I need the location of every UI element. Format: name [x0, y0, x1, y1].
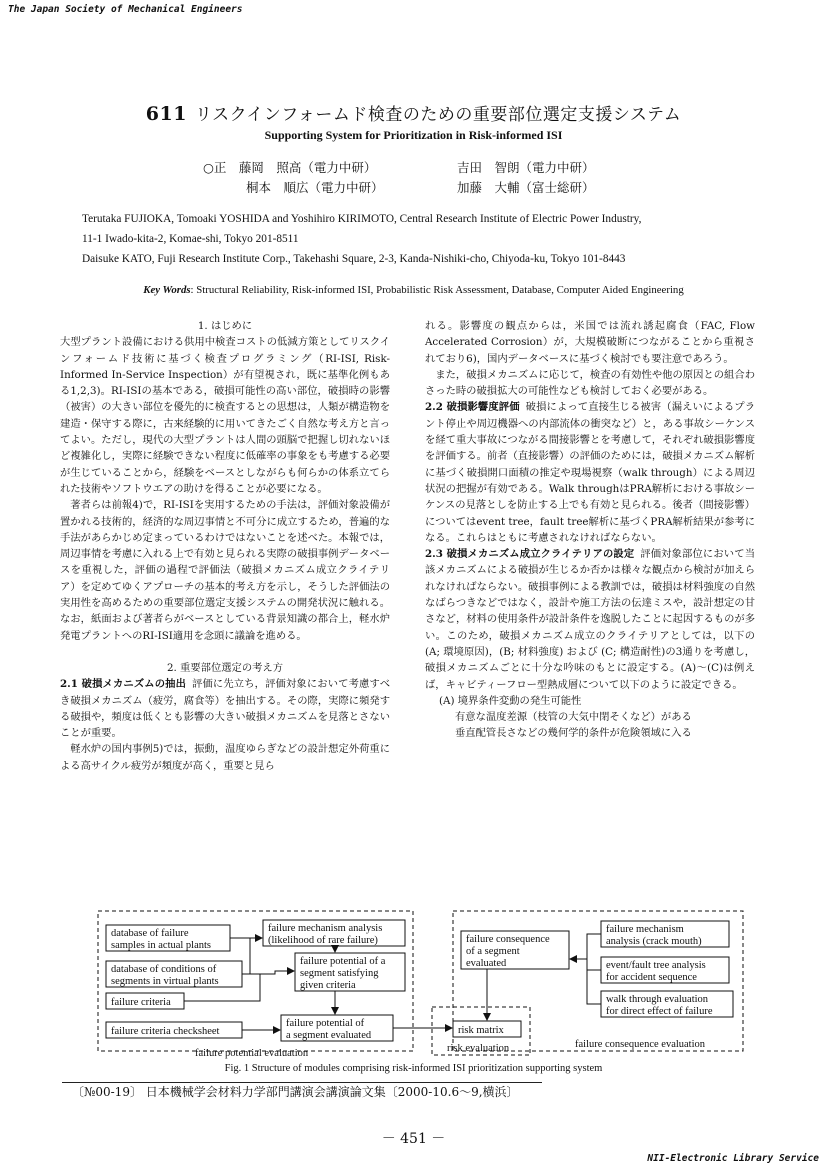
proceedings-citation: 〔№00-19〕 日本機械学会材料力学部門講演会講演論文集〔2000-10.6～9,横浜〕: [72, 1085, 519, 1099]
svg-text:risk matrix: risk matrix: [458, 1025, 504, 1036]
svg-text:failure criteria checksheet: failure criteria checksheet: [111, 1026, 220, 1037]
svg-text:failure potential of: failure potential of: [286, 1018, 365, 1029]
title-english: Supporting System for Prioritization in Risk-informed ISI: [264, 128, 563, 142]
paper-number: 611: [145, 103, 187, 125]
svg-text:database of conditions of: database of conditions of: [111, 964, 217, 975]
svg-text:of a segment: of a segment: [466, 946, 520, 957]
section-2-1-paragraph-2: 軽水炉の国内事例5)では，振動，温度ゆらぎなどの設計想定外荷重による高サイクル疲労が頻度が高く，重要と見ら: [60, 743, 390, 772]
svg-text:samples in actual plants: samples in actual plants: [111, 940, 212, 951]
author-1: ○正 藤岡 照高（電力中研）: [203, 160, 377, 175]
box-criteria-checksheet: [106, 1022, 242, 1038]
figure-1-diagram: [95, 909, 745, 1061]
section-1-heading: 1. はじめに: [197, 320, 253, 332]
affiliation-line-1: Terutaka FUJIOKA, Tomoaki YOSHIDA and Yoshihiro KIRIMOTO, Central Research Institute of Electric Power Industry,: [82, 213, 642, 225]
keywords-label: Key Words: [143, 284, 191, 296]
svg-text:a segment evaluated: a segment evaluated: [286, 1030, 372, 1041]
box-failure-consequence: [461, 931, 569, 969]
library-footer: NII-Electronic Library Service: [647, 1153, 819, 1164]
criteria-item-a: (A) 境界条件変動の発生可能性: [439, 694, 582, 707]
svg-text:for direct effect of failure: for direct effect of failure: [606, 1006, 713, 1017]
criteria-item-a-1: 有意な温度差源（枝管の大気中閉そくなど）がある: [455, 711, 692, 724]
section-2-3-heading: 2.3 破損メカニズム成立クライテリアの設定: [425, 548, 635, 561]
label-risk-evaluation: risk evaluation: [447, 1043, 510, 1054]
label-failure-consequence-evaluation: failure consequence evaluation: [575, 1039, 706, 1050]
box-crack-mouth-analysis: [601, 921, 729, 947]
section-2-1-heading: 2.1 破損メカニズムの抽出: [60, 678, 187, 691]
svg-text:failure mechanism: failure mechanism: [606, 924, 684, 935]
right-column: [425, 318, 755, 742]
box-db-segment-conditions: [106, 961, 242, 987]
section-2-2-text: 破損によって直接生じる被害（漏えいによるプラント停止や周辺機器への内部流体の衝突など）と，ある事故シーケンスを経て重大事故につながる間接影響とを考慮して，それぞれ破損影響度を評価する。前者（直接影響）の評価のためには，破損メカニズム解析に基づく破損開口面積の推定や現場視察（walk through）による周辺状況の把握が有効である。Walk throughはPRA解析における事故シーケンスの見落としを防止する上でも有効と見られる。後者（間接影響）についてはevent tree，fault tree解析に基づくPRA解析結果が参考になる。これらはともに考慮されなければならない。: [425, 401, 756, 544]
section-2-3-paragraph: [425, 546, 755, 693]
author-4: 加藤 大輔（富士総研）: [457, 180, 595, 195]
svg-text:given criteria: given criteria: [300, 980, 356, 991]
keywords: [0, 284, 827, 296]
section-2-heading: 2. 重要部位選定の考え方: [166, 661, 284, 674]
box-failure-potential-evaluated: [281, 1015, 393, 1041]
label-failure-potential-evaluation: failure potential evaluation: [195, 1048, 309, 1059]
box-failure-mechanism-analysis: [263, 920, 405, 946]
section-2-2-heading: 2.2 破損影響度評価: [425, 401, 520, 414]
svg-text:evaluated: evaluated: [466, 958, 507, 969]
title-japanese: リスクインフォームド検査のための重要部位選定支援システム: [194, 105, 682, 125]
box-risk-matrix: [453, 1021, 521, 1037]
svg-text:failure mechanism analysis: failure mechanism analysis: [268, 923, 383, 934]
box-event-fault-tree: [601, 957, 729, 983]
svg-text:walk through evaluation: walk through evaluation: [606, 994, 709, 1005]
left-column: [60, 318, 390, 774]
paper-title: [0, 100, 827, 125]
section-1-paragraph-1: 大型プラント設備における供用中検査コストの低減方策としてリスクインフォームド技術に基づく検査プログラミング（RI-ISI, Risk-Informed In-Service Inspection）が有望視され，既に基準化例もある1,2,3)。RI-ISIの基本である，破損可能性の高い部位，破損時の影響（被害）の大きい部位を優先的に検査するとの思想は，人類が構造物を建造・保守する際に，古来経験的に用いてきたごく自然な考え方と言ってよい。ただし，現代の大型プラントは人間の頭脳で把握し切れないほど複雑化し，実際に経験できない程度に低確率の事象をも考慮する必要が生じていることから，経験をベースとしながらも何らかの体系立てられた技術やソフトウエアの助けを得ることが必要になる。: [60, 336, 390, 495]
society-header: The Japan Society of Mechanical Engineers: [8, 4, 243, 15]
box-failure-potential-criteria: [295, 953, 405, 991]
keywords-text: : Structural Reliability, Risk-informed ISI, Probabilistic Risk Assessment, Database, Computer Aided Engineering: [190, 284, 684, 296]
figure-1-caption: Fig. 1 Structure of modules comprising risk-informed ISI prioritization supporting system: [224, 1063, 603, 1074]
svg-text:(likelihood of rare failure): (likelihood of rare failure): [268, 935, 378, 946]
section-2-2-paragraph: [425, 399, 755, 546]
right-paragraph-1: れる。影響度の観点からは，米国では流れ誘起腐食（FAC, Flow Accelerated Corrosion）が，大規模破断につながることから重視されており6)，国内データベースに基づく検討でも要注意であろう。: [425, 320, 755, 365]
affiliation-line-3: Daisuke KATO, Fuji Research Institute Corp., Takehashi Square, 2-3, Kanda-Nishiki-cho, Chiyoda-ku, Tokyo 101-8443: [82, 253, 626, 265]
author-3: 桐本 順広（電力中研）: [246, 180, 384, 195]
link-right-merge: [587, 934, 601, 1004]
page-number: － 451 －: [381, 1131, 446, 1147]
svg-text:analysis (crack mouth): analysis (crack mouth): [606, 936, 702, 947]
svg-text:failure potential of a: failure potential of a: [300, 956, 386, 967]
criteria-item-a-2: 垂直配管長さなどの幾何学的条件が危険領域に入る: [455, 727, 692, 740]
box-failure-criteria: [106, 993, 184, 1009]
svg-text:event/fault tree analysis: event/fault tree analysis: [606, 960, 706, 971]
svg-text:failure consequence: failure consequence: [466, 934, 550, 945]
box-db-failure-samples: [106, 925, 230, 951]
right-paragraph-2: また，破損メカニズムに応じて，検査の有効性や他の原因との組合わさった時の破損拡大の可能性なども検討しておく必要がある。: [425, 368, 755, 398]
section-2-3-text: 評価対象部位において当該メカニズムによる破損が生じるか否かは様々な観点から検討が加えられなければならない。破損事例による教訓では，破損は材料強度の自然なばらつきなどではなく，設計や施工方法の伝達ミスや，設計想定の甘さなど，材料の使用条件が設計条件を逸脱したことに起因するものが多い。このため，破損メカニズム成立のクライテリアとしては，以下の(A; 環境原因)，(B; 材料強度) および (C; 構造耐性)の3通りを考慮し，破損メカニズムごとに十分な吟味のもとに設定する。(A)〜(C)は例えば，キャビティーフロー型熱成層について以下のように設定できる。: [425, 548, 755, 691]
affiliation-line-2: 11-1 Iwado-kita-2, Komae-shi, Tokyo 201-8511: [82, 233, 299, 245]
box-walk-through: [601, 991, 733, 1017]
section-2-1-paragraph-1: [60, 676, 390, 741]
svg-text:segments in virtual plants: segments in virtual plants: [111, 976, 219, 987]
svg-text:for accident sequence: for accident sequence: [606, 972, 697, 983]
svg-text:failure criteria: failure criteria: [111, 997, 171, 1008]
section-2-1-text: 評価に先立ち，評価対象において考慮すべき破損メカニズム（疲労，腐食等）を抽出する。その際，実際に頻発する破損や，頻度は低くとも影響の大きい破損メカニズムを見落とさないことが重要。: [60, 678, 391, 740]
svg-text:database of failure: database of failure: [111, 928, 189, 939]
section-1-paragraph-2: 著者らは前報4)で，RI-ISIを実用するための手法は，評価対象設備が置かれる技術的，経済的な周辺事情と不可分に成立するため，普遍的な手法があらかじめ定まっているわけではないことを述べた。本報では，周辺事情を考慮に入れる上で有効と見られる実際の破損事例データベースを重視した，評価の過程で評価法（破損メカニズム成立クライテリア）を定めてゆくアプローチの基本的考え方を示し，そうした評価法の実用性を高めるための重要部位選定支援システムの開発状況に触れる。なお，紙面および著者らがベースとしている背景知識の都合上，軽水炉発電プラントへのRI-ISI適用を念頭に議論を進める。: [60, 499, 390, 642]
author-2: 吉田 智朗（電力中研）: [457, 160, 595, 175]
arrow-to-fp-criteria: [250, 971, 294, 974]
svg-text:segment satisfying: segment satisfying: [300, 968, 379, 979]
